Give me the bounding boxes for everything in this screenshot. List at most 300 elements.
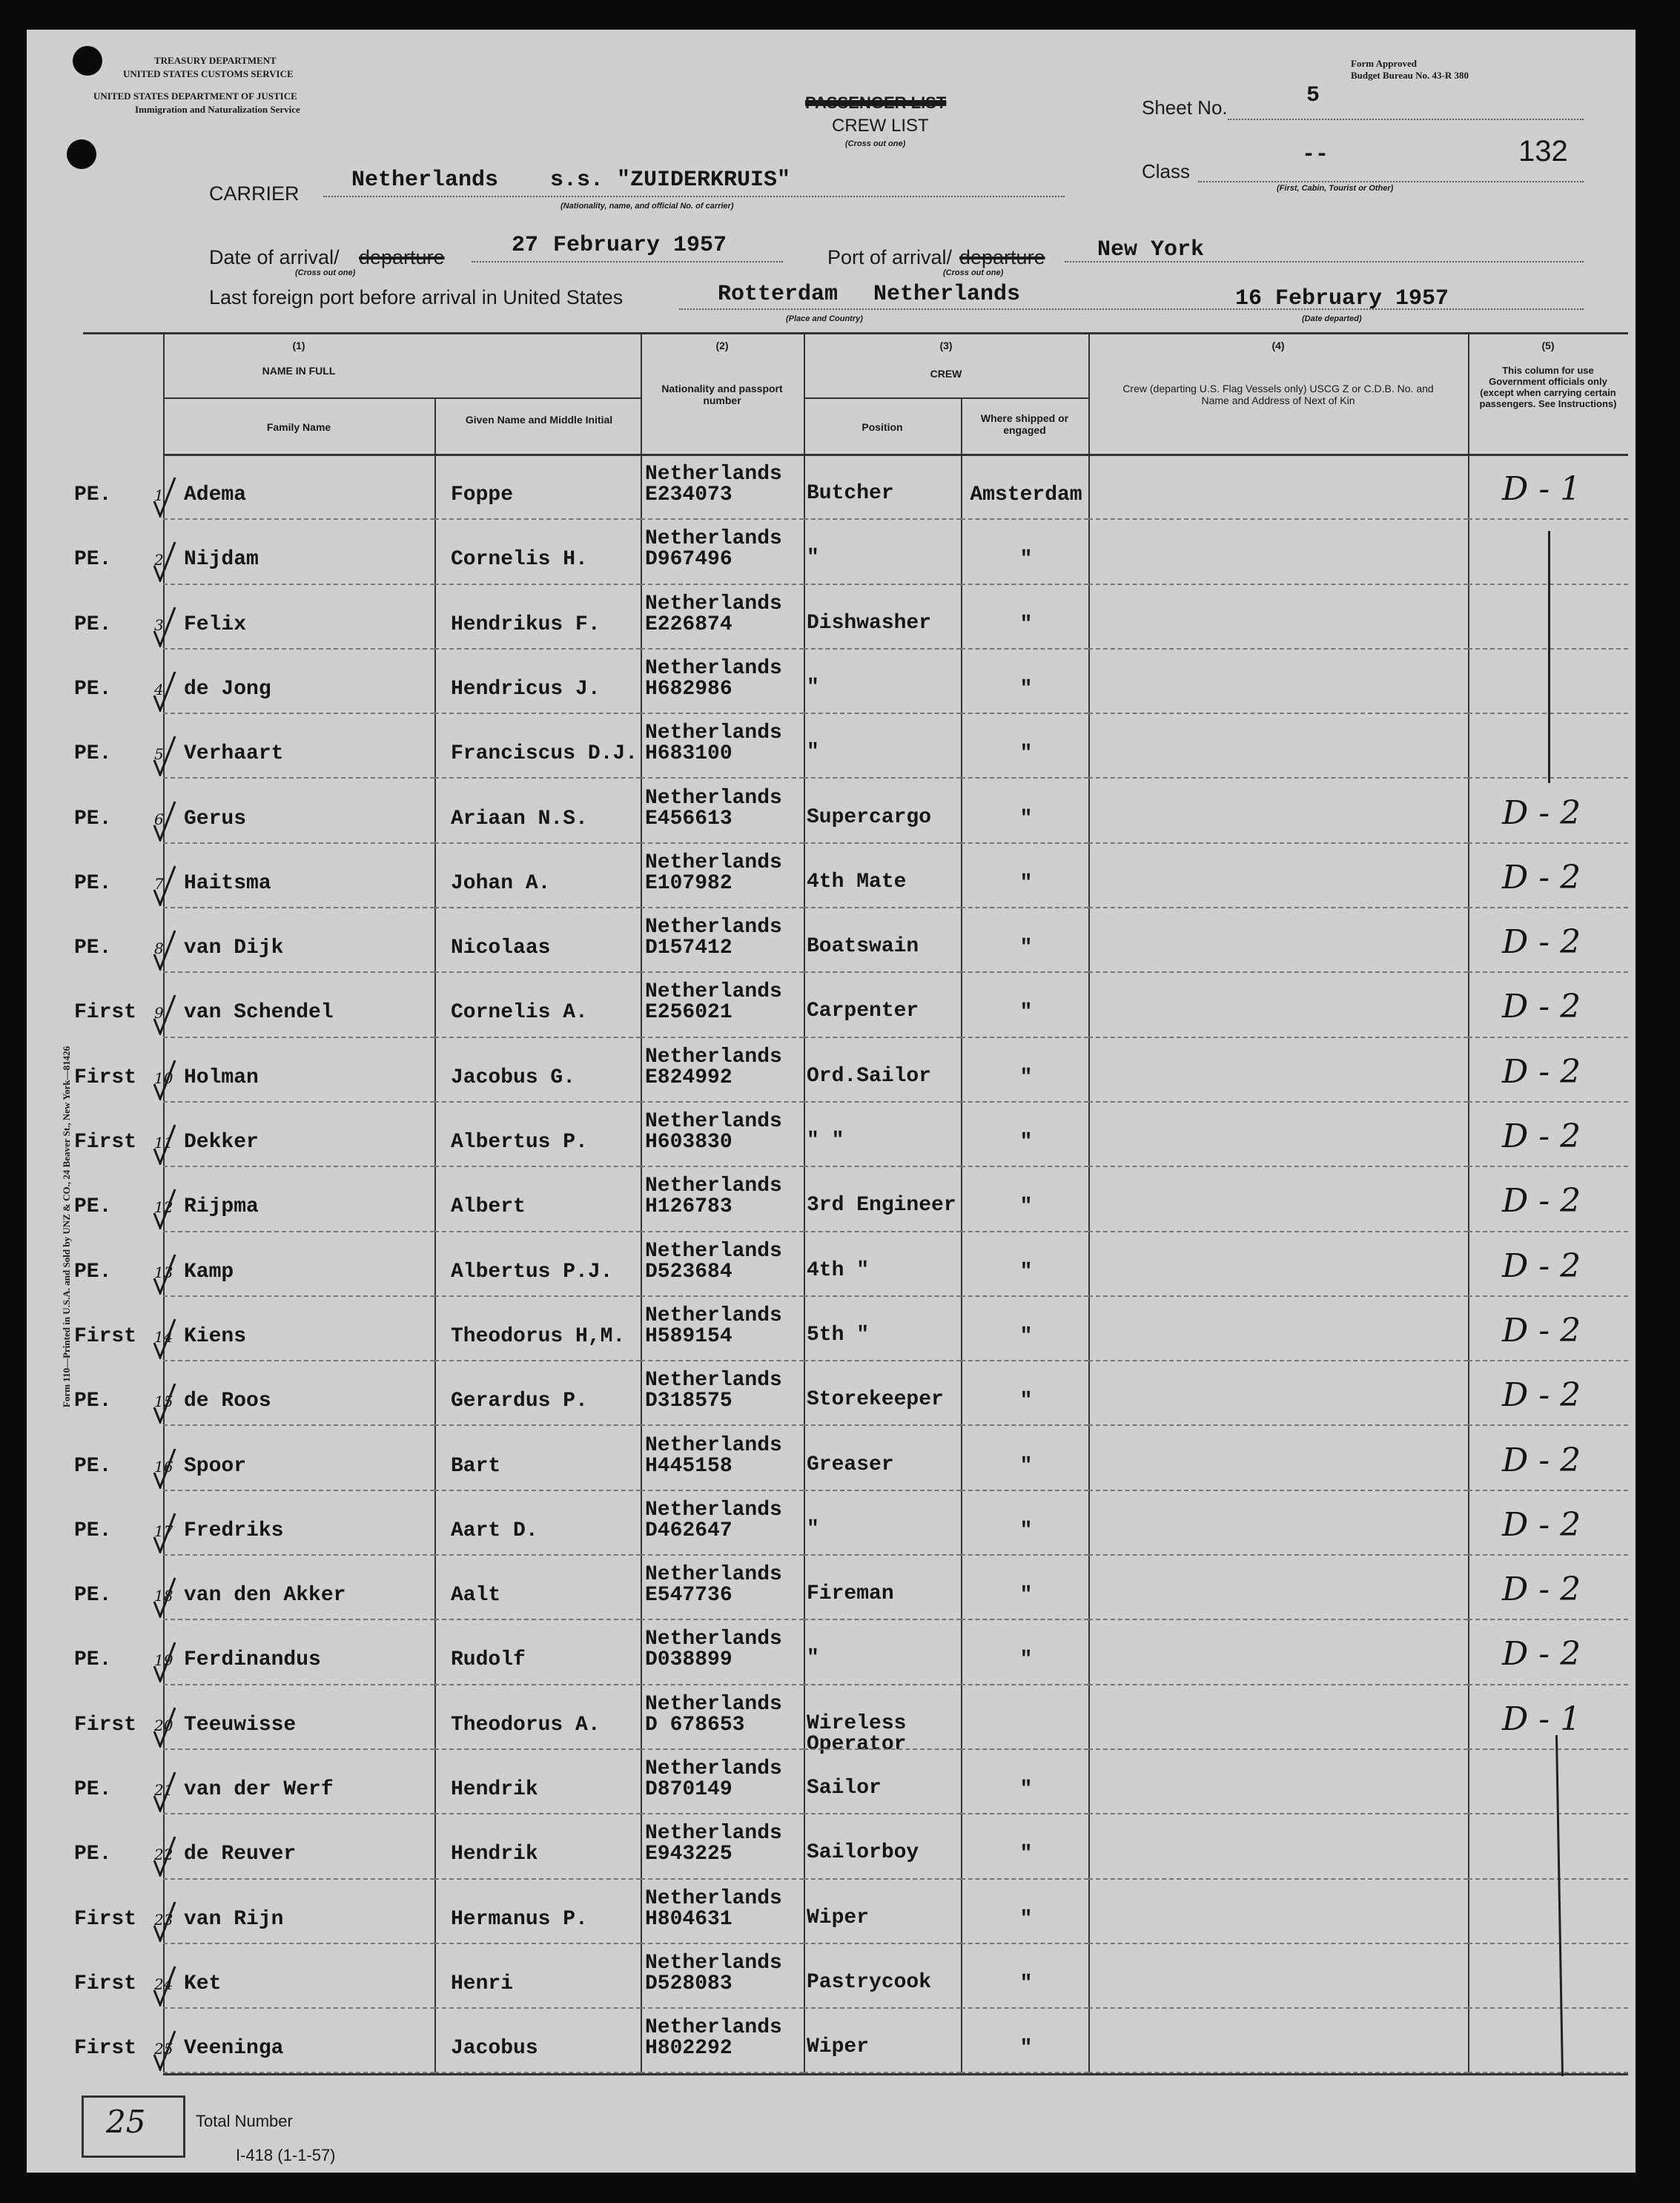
family-name: Kamp (184, 1260, 234, 1284)
position: Wiper (807, 2035, 870, 2059)
row-number: 5 (154, 745, 164, 764)
row-prefix: PE. (74, 1648, 112, 1672)
carrier-label: CARRIER (209, 182, 300, 205)
row-number: 6 (154, 810, 164, 828)
title-note: (Cross out one) (845, 139, 906, 148)
crew-row (27, 1943, 1636, 2007)
shipped-port: " (1019, 742, 1033, 766)
check-mark (153, 476, 176, 518)
row-number: 2 (154, 551, 164, 569)
shipped-port: " (1019, 1519, 1033, 1542)
nationality: Netherlands (645, 527, 782, 551)
crew-row (27, 1037, 1636, 1101)
nationality: Netherlands (645, 1886, 782, 1910)
position: Wireless Operator (807, 1711, 907, 1756)
official-mark: D - 1 (1502, 470, 1581, 508)
given-name: Ariaan N.S. (451, 807, 588, 830)
official-mark: D - 2 (1502, 1052, 1581, 1091)
row-number: 19 (154, 1651, 173, 1670)
family-name: van Schendel (184, 1001, 334, 1025)
budget-bureau: Budget Bureau No. 43-R 380 (1351, 70, 1469, 81)
col2-number: (2) (715, 340, 729, 351)
given-name: Albert (451, 1195, 526, 1219)
position: Butcher (807, 482, 894, 505)
passport-number: H804631 (645, 1907, 732, 1931)
crew-row (27, 1813, 1636, 1877)
official-mark: D - 2 (1502, 1182, 1581, 1221)
row-prefix: PE. (74, 548, 112, 572)
nationality: Netherlands (645, 1045, 782, 1069)
official-mark: D - 2 (1502, 1570, 1581, 1609)
given-name: Cornelis A. (451, 1001, 588, 1025)
position: " (807, 546, 819, 570)
date-note: (Cross out one) (295, 268, 356, 277)
passport-number: D870149 (645, 1778, 732, 1801)
shipped-port: " (1019, 2037, 1033, 2061)
check-mark (153, 735, 176, 776)
given-name: Aart D. (451, 1519, 538, 1542)
shipped-port: " (1019, 1001, 1033, 1025)
crew-row (27, 1878, 1636, 1943)
nationality: Netherlands (645, 786, 782, 810)
crew-row (27, 1490, 1636, 1554)
class-label: Class (1142, 160, 1191, 182)
check-mark (153, 1318, 176, 1359)
position: Greaser (807, 1453, 894, 1476)
position: Storekeeper (807, 1388, 944, 1412)
col4-number: (4) (1271, 340, 1285, 351)
passport-number: D462647 (645, 1519, 732, 1542)
nationality: Netherlands (645, 1692, 782, 1716)
immigration-line: Immigration and Naturalization Service (135, 104, 300, 115)
last-port-note: (Place and Country) (786, 314, 863, 323)
passport-number: E824992 (645, 1066, 732, 1089)
class-value: -- (1302, 142, 1329, 168)
check-mark (153, 1382, 176, 1424)
crew-row (27, 713, 1636, 777)
position: Sailor (807, 1777, 882, 1800)
given-name: Albertus P. (451, 1131, 588, 1154)
nationality: Netherlands (645, 1951, 782, 1975)
given-name: Henri (451, 1972, 514, 1995)
passport-number: D157412 (645, 937, 732, 960)
crew-row (27, 1684, 1636, 1756)
official-mark: D - 2 (1502, 1441, 1581, 1479)
shipped-port: " (1019, 1454, 1033, 1478)
row-prefix: PE. (74, 1778, 112, 1801)
passport-number: D038899 (645, 1648, 732, 1672)
official-mark: D - 2 (1502, 923, 1581, 962)
row-prefix: PE. (74, 807, 112, 830)
shipped-port: " (1019, 807, 1033, 830)
row-prefix: First (74, 1713, 137, 1737)
row-number: 12 (154, 1198, 173, 1217)
check-mark (153, 1512, 176, 1553)
crew-row (27, 778, 1636, 842)
passport-number: H126783 (645, 1195, 732, 1219)
row-prefix: First (74, 1131, 137, 1154)
form-number: I-418 (1-1-57) (236, 2146, 336, 2164)
kin-header: Crew (departing U.S. Flag Vessels only) USCG Z or C.D.B. No. and Name and Address of Next of Kin (1122, 383, 1434, 406)
check-mark (153, 1771, 176, 1812)
nationality: Netherlands (645, 916, 782, 939)
check-mark (153, 541, 176, 582)
family-name: Dekker (184, 1131, 259, 1154)
shipped-port: " (1019, 871, 1033, 895)
official-mark: D - 2 (1502, 1246, 1581, 1285)
nationality: Netherlands (645, 1369, 782, 1393)
passport-number: D318575 (645, 1390, 732, 1413)
given-name: Rudolf (451, 1648, 526, 1672)
family-name: Ket (184, 1972, 222, 1995)
class-note: (First, Cabin, Tourist or Other) (1277, 184, 1394, 193)
shipped-port: " (1019, 1066, 1033, 1089)
col1-title: NAME IN FULL (262, 365, 336, 377)
title-struck: PASSENGER LIST (805, 93, 947, 112)
row-prefix: PE. (74, 1519, 112, 1542)
official-mark: D - 2 (1502, 793, 1581, 832)
crew-row (27, 1619, 1636, 1683)
justice-line: UNITED STATES DEPARTMENT OF JUSTICE (93, 90, 297, 102)
row-prefix: First (74, 1972, 137, 1995)
passport-number: H682986 (645, 677, 732, 701)
departed-note: (Date departed) (1302, 314, 1362, 323)
shipped-port: " (1019, 548, 1033, 572)
form-approved: Form Approved (1351, 58, 1417, 69)
last-port-country: Netherlands (873, 282, 1021, 307)
check-mark (153, 1965, 176, 2007)
position: 4th Mate (807, 870, 907, 894)
given-name: Bart (451, 1454, 501, 1478)
row-number: 7 (154, 874, 164, 893)
total-value: 25 (106, 2104, 146, 2140)
nationality: Netherlands (645, 1822, 782, 1846)
sheet-number: 5 (1306, 83, 1320, 108)
crew-row (27, 1748, 1636, 1813)
official-mark: D - 2 (1502, 1376, 1581, 1415)
shipped-port: " (1019, 1584, 1033, 1608)
shipped-header: Where shipped or engaged (980, 412, 1069, 436)
passport-number: H802292 (645, 2037, 732, 2061)
crew-row (27, 1360, 1636, 1424)
given-name: Nicolaas (451, 937, 551, 960)
position: 5th " (807, 1323, 870, 1347)
shipped-port: " (1019, 1843, 1033, 1866)
given-name: Theodorus A. (451, 1713, 601, 1737)
port-note: (Cross out one) (943, 268, 1004, 277)
row-prefix: PE. (74, 1584, 112, 1608)
row-number: 25 (154, 2040, 173, 2058)
row-number: 16 (154, 1457, 173, 1476)
given-name: Hendricus J. (451, 677, 601, 701)
family-name: Nijdam (184, 548, 259, 572)
position: " " (807, 1129, 844, 1152)
shipped-port: " (1019, 677, 1033, 701)
shipped-port: " (1019, 1907, 1033, 1931)
position: " (807, 741, 819, 764)
given-name: Hendrik (451, 1778, 538, 1801)
nationality: Netherlands (645, 1757, 782, 1780)
passport-number: H589154 (645, 1324, 732, 1348)
shipped-port: " (1019, 612, 1033, 636)
position: Pastrycook (807, 1970, 932, 1994)
family-name-header: Family Name (266, 421, 331, 433)
row-prefix: PE. (74, 677, 112, 701)
nationality-header: Nationality and passport number (661, 383, 783, 406)
passport-number: H445158 (645, 1454, 732, 1478)
given-name: Gerardus P. (451, 1390, 588, 1413)
col5-number: (5) (1541, 340, 1555, 351)
nationality: Netherlands (645, 1563, 782, 1587)
crew-row (27, 1425, 1636, 1490)
given-name: Theodorus H,M. (451, 1324, 626, 1348)
nationality: Netherlands (645, 1433, 782, 1457)
row-prefix: PE. (74, 483, 112, 506)
check-mark (153, 1706, 176, 1748)
shipped-port: " (1019, 1778, 1033, 1801)
crew-row (27, 1231, 1636, 1295)
check-mark (153, 1641, 176, 1682)
position-header: Position (862, 421, 903, 433)
position: Ord.Sailor (807, 1064, 932, 1088)
crew-row (27, 648, 1636, 713)
given-name: Johan A. (451, 871, 551, 895)
check-mark (153, 800, 176, 842)
port-struck: departure (959, 246, 1045, 268)
row-prefix: First (74, 2037, 137, 2061)
row-prefix: PE. (74, 1390, 112, 1413)
row-number: 11 (154, 1134, 173, 1152)
family-name: Rijpma (184, 1195, 259, 1219)
crew-row (27, 2007, 1636, 2072)
given-name: Aalt (451, 1584, 501, 1608)
check-mark (153, 994, 176, 1035)
arrival-day: 27 (512, 233, 539, 258)
family-name: Felix (184, 612, 247, 636)
ditto-stroke (1548, 531, 1550, 783)
nationality: Netherlands (645, 656, 782, 680)
carrier-ship: s.s. "ZUIDERKRUIS" (550, 168, 791, 193)
family-name: Veeninga (184, 2037, 284, 2061)
crew-row (27, 518, 1636, 583)
crew-list-form (27, 30, 1636, 2173)
row-number: 23 (154, 1910, 173, 1929)
crew-row (27, 1166, 1636, 1230)
arrival-port: New York (1097, 237, 1205, 262)
given-name: Hendrik (451, 1843, 538, 1866)
passport-number: E234073 (645, 483, 732, 506)
row-prefix: First (74, 1324, 137, 1348)
nationality: Netherlands (645, 1304, 782, 1327)
passport-number: E943225 (645, 1843, 732, 1866)
official-mark: D - 2 (1502, 858, 1581, 896)
row-prefix: PE. (74, 1843, 112, 1866)
given-name: Cornelis H. (451, 548, 588, 572)
row-number: 13 (154, 1263, 173, 1281)
sheet-label: Sheet No. (1142, 96, 1228, 119)
check-mark (153, 1188, 176, 1229)
check-mark (153, 1253, 176, 1295)
check-mark (153, 2029, 176, 2071)
position: Dishwasher (807, 611, 932, 635)
nationality: Netherlands (645, 463, 782, 486)
official-mark: D - 2 (1502, 1505, 1581, 1544)
shipped-port: " (1019, 1648, 1033, 1672)
position: Carpenter (807, 1000, 919, 1023)
position: Boatswain (807, 935, 919, 959)
check-mark (153, 865, 176, 906)
passport-number: E547736 (645, 1584, 732, 1608)
check-mark (153, 1059, 176, 1100)
crew-row (27, 842, 1636, 907)
position: 3rd Engineer (807, 1194, 956, 1218)
check-mark (153, 1123, 176, 1165)
shipped-port: " (1019, 1972, 1033, 1995)
crew-header: CREW (930, 368, 962, 380)
treasury-line: TREASURY DEPARTMENT (154, 55, 277, 66)
row-number: 20 (154, 1716, 173, 1734)
family-name: Spoor (184, 1454, 247, 1478)
row-prefix: PE. (74, 937, 112, 960)
family-name: Teeuwisse (184, 1713, 297, 1737)
row-prefix: PE. (74, 1195, 112, 1219)
row-number: 8 (154, 939, 164, 958)
col3-number: (3) (939, 340, 953, 351)
punch-hole (73, 46, 102, 76)
passport-number: E107982 (645, 871, 732, 895)
check-mark (153, 670, 176, 712)
official-mark: D - 2 (1502, 988, 1581, 1026)
nationality: Netherlands (645, 851, 782, 874)
given-name: Jacobus (451, 2037, 538, 2061)
date-struck: departure (359, 246, 445, 268)
official-mark: D - 1 (1502, 1700, 1581, 1738)
check-mark (153, 1835, 176, 1877)
nationality: Netherlands (645, 1239, 782, 1263)
position: " (807, 1517, 819, 1541)
row-number: 14 (154, 1327, 173, 1346)
customs-line: UNITED STATES CUSTOMS SERVICE (123, 68, 294, 79)
nationality: Netherlands (645, 1628, 782, 1651)
crew-row (27, 971, 1636, 1036)
passport-number: D 678653 (645, 1713, 745, 1737)
family-name: Adema (184, 483, 247, 506)
row-number: 10 (154, 1069, 173, 1087)
official-mark: D - 2 (1502, 1635, 1581, 1674)
passport-number: H603830 (645, 1131, 732, 1154)
row-prefix: First (74, 1066, 137, 1089)
family-name: Fredriks (184, 1519, 284, 1542)
family-name: van Rijn (184, 1907, 284, 1931)
position: Supercargo (807, 805, 932, 829)
row-prefix: PE. (74, 1260, 112, 1284)
family-name: van Dijk (184, 937, 284, 960)
page-title: CREW LIST (832, 116, 929, 136)
family-name: Holman (184, 1066, 259, 1089)
passport-number: D967496 (645, 548, 732, 572)
family-name: Verhaart (184, 742, 284, 766)
punch-hole (67, 139, 96, 169)
position: Fireman (807, 1582, 894, 1606)
row-number: 9 (154, 1004, 164, 1023)
crew-row (27, 1554, 1636, 1619)
shipped-port: " (1019, 937, 1033, 960)
shipped-port: " (1019, 1260, 1033, 1284)
last-port-city: Rotterdam (718, 282, 839, 307)
date-label: Date of arrival/ (209, 246, 340, 268)
official-mark: D - 2 (1502, 1117, 1581, 1155)
given-name: Franciscus D.J. (451, 742, 638, 766)
check-mark (153, 1576, 176, 1618)
family-name: van den Akker (184, 1584, 346, 1608)
crew-row (27, 1295, 1636, 1360)
given-name: Albertus P.J. (451, 1260, 613, 1284)
passport-number: H683100 (645, 742, 732, 766)
total-box (82, 2095, 185, 2158)
printer-note: Form 110—Printed in U.S.A. and Sold by UNZ & CO., 24 Beaver St., New York—81426 (61, 1046, 72, 1407)
nationality: Netherlands (645, 1110, 782, 1133)
check-mark (153, 1900, 176, 1942)
row-number: 17 (154, 1522, 173, 1540)
official-use-header: This column for use Government officials only (except when carrying certain passengers. See Instructions) (1479, 365, 1617, 409)
given-name: Jacobus G. (451, 1066, 576, 1089)
carrier-note: (Nationality, name, and official No. of carrier) (560, 202, 734, 211)
total-label: Total Number (196, 2112, 293, 2130)
check-mark (153, 1447, 176, 1489)
shipped-port: Amsterdam (970, 483, 1082, 506)
given-name-header: Given Name and Middle Initial (465, 414, 613, 426)
family-name: de Roos (184, 1390, 271, 1413)
row-number: 21 (154, 1781, 173, 1799)
row-number: 22 (154, 1846, 173, 1864)
shipped-port: " (1019, 1131, 1033, 1154)
row-number: 4 (154, 680, 164, 698)
family-name: Haitsma (184, 871, 271, 895)
nationality: Netherlands (645, 980, 782, 1004)
nationality: Netherlands (645, 1175, 782, 1198)
crew-row (27, 1101, 1636, 1166)
nationality: Netherlands (645, 592, 782, 615)
nationality: Netherlands (645, 721, 782, 745)
crew-row (27, 907, 1636, 971)
departed-date: 16 February 1957 (1235, 286, 1449, 311)
row-number: 24 (154, 1975, 173, 1993)
passport-number: E456613 (645, 807, 732, 830)
check-mark (153, 929, 176, 971)
row-prefix: PE. (74, 871, 112, 895)
last-port-label: Last foreign port before arrival in United States (209, 286, 624, 308)
row-prefix: PE. (74, 742, 112, 766)
shipped-port: " (1019, 1195, 1033, 1219)
nationality: Netherlands (645, 2016, 782, 2040)
page-number: 132 (1518, 135, 1568, 168)
position: " (807, 676, 819, 699)
shipped-port: " (1019, 1324, 1033, 1348)
official-mark: D - 2 (1502, 1311, 1581, 1350)
crew-row (27, 454, 1636, 518)
row-number: 18 (154, 1587, 173, 1605)
check-mark (153, 606, 176, 647)
row-number: 1 (154, 486, 164, 504)
family-name: de Reuver (184, 1843, 297, 1866)
port-label: Port of arrival/ (827, 246, 953, 268)
row-prefix: PE. (74, 1454, 112, 1478)
family-name: Ferdinandus (184, 1648, 321, 1672)
nationality: Netherlands (645, 1498, 782, 1522)
given-name: Hermanus P. (451, 1907, 588, 1931)
row-number: 15 (154, 1393, 173, 1411)
family-name: Gerus (184, 807, 247, 830)
